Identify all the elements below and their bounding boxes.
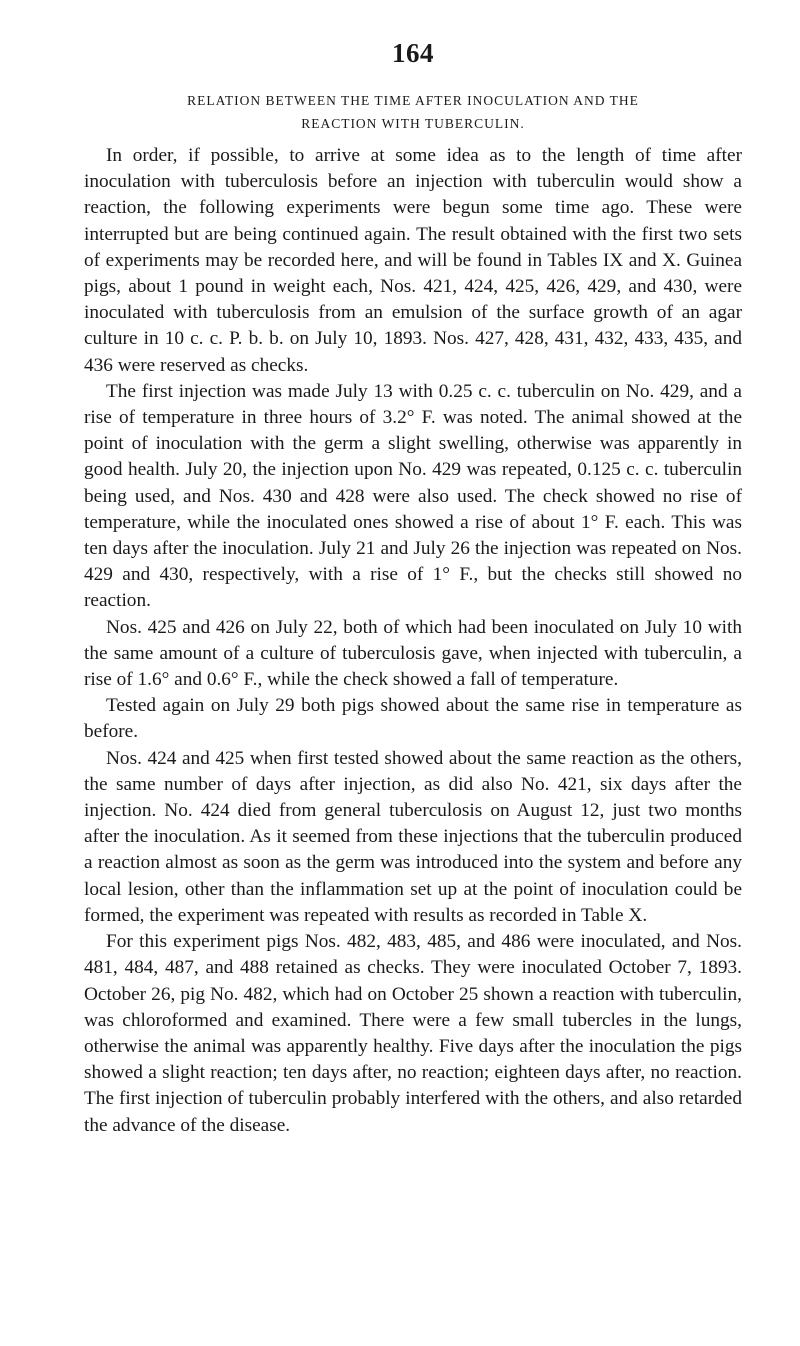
section-heading [84,89,742,135]
paragraph-1: In order, if possible, to arrive at some idea as to the length of time after inoculation with tuberculosis before an injection with tuberculin would show a reaction, the following experiments were begun some time ago. These were interrupted but are being continued again. The result obtained with the first two sets of experiments may be recorded here, and will be found in Tables IX and X. Guinea pigs, about 1 pound in weight each, Nos. 421, 424, 425, 426, 429, and 430, were inoculated with tuberculosis from an emulsion of the surface growth of an agar culture in 10 c. c. P. b. b. on July 10, 1893. Nos. 427, 428, 431, 432, 433, 435, and 436 were reserved as checks. [84,145,742,376]
page-number: 164 [392,38,434,68]
paragraph-6: For this experiment pigs Nos. 482, 483, 485, and 486 were inoculated, and Nos. 481, 484, 487, and 488 retained as checks. They were inoculated October 7, 1893. October 26, pig No. 482, which had on October 25 shown a reaction with tuberculin, was chloroformed and examined. There were a few small tubercles in the lungs, otherwise the animal was apparently healthy. Five days after the inoculation the pigs showed a slight reaction; ten days after, no reaction; eighteen days after, no reaction. The first injection of tuberculin probably interfered with the others, and also retarded the advance of the disease. [84,931,742,1136]
paragraph-3: Nos. 425 and 426 on July 22, both of which had been inoculated on July 10 with the same amount of a culture of tuberculosis gave, when injected with tuberculin, a rise of 1.6° and 0.6° F., while the check showed a fall of temperature. [84,616,742,691]
document-page [84,38,742,1139]
section-heading-line-1: RELATION BETWEEN THE TIME AFTER INOCULATION AND THE [187,93,639,108]
paragraph-2: The first injection was made July 13 with 0.25 c. c. tuberculin on No. 429, and a rise of temperature in three hours of 3.2° F. was noted. The animal showed at the point of inoculation with the germ a slight swelling, otherwise was apparently in good health. July 20, the injection upon No. 429 was repeated, 0.125 c. c. tuberculin being used, and Nos. 430 and 428 were also used. The check showed no rise of temperature, while the inoculated ones showed a rise of about 1° F. each. This was ten days after the inoculation. July 21 and July 26 the injection was repeated on Nos. 429 and 430, respectively, with a rise of 1° F., but the checks still showed no reaction. [84,380,742,612]
paragraph-5: Nos. 424 and 425 when first tested showed about the same reaction as the others, the same number of days after injection, as did also No. 421, six days after the injection. No. 424 died from general tuberculosis on August 12, just two months after the inoculation. As it seemed from these injections that the tuberculin produced a reaction almost as soon as the germ was introduced into the system and before any local lesion, other than the inflammation set up at the point of inoculation could be formed, the experiment was repeated with results as recorded in Table X. [84,747,742,926]
section-heading-line-2: REACTION WITH TUBERCULIN. [301,116,525,131]
paragraph-4: Tested again on July 29 both pigs showed about the same rise in temperature as before. [84,695,742,743]
